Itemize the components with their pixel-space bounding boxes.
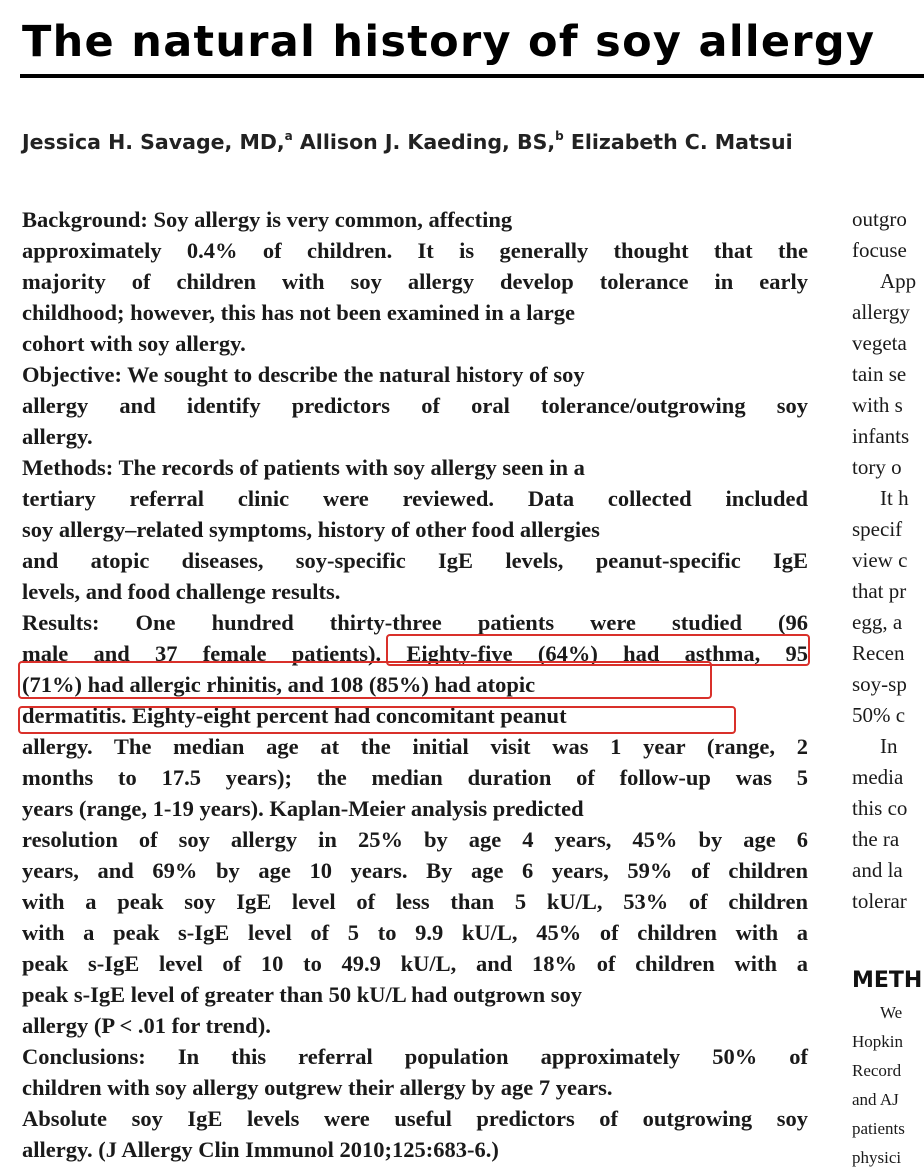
abstract-line: peak s-IgE level of 10 to 49.9 kU/L, and 18% of children with a bbox=[22, 951, 808, 976]
author-affiliation-mark: a bbox=[284, 129, 293, 143]
author-name: Elizabeth C. Matsui bbox=[570, 130, 793, 154]
column-line: infants bbox=[852, 424, 910, 448]
column-line: this co bbox=[852, 796, 908, 820]
column-line: that pr bbox=[852, 579, 907, 603]
author-affiliation-mark: b bbox=[555, 129, 564, 143]
abstract-line: dermatitis. Eighty-eight percent had concomitant peanut bbox=[22, 703, 567, 728]
author-line bbox=[22, 122, 793, 156]
abstract-line: with a peak s-IgE level of 5 to 9.9 kU/L, 45% of children with a bbox=[22, 920, 808, 945]
abstract-line: allergy (P < .01 for trend). bbox=[22, 1013, 271, 1038]
abstract-line: Background: Soy allergy is very common, affecting bbox=[22, 207, 513, 232]
column-line: and la bbox=[852, 858, 903, 882]
abstract-line: Methods: The records of patients with soy allergy seen in a bbox=[22, 455, 585, 480]
abstract-line: Objective: We sought to describe the natural history of soy bbox=[22, 362, 585, 387]
abstract-line: Results: One hundred thirty-three patients were studied (96 bbox=[22, 610, 808, 635]
abstract-line: soy allergy–related symptoms, history of other food allergies bbox=[22, 517, 600, 542]
column-line: App bbox=[880, 269, 917, 293]
abstract-line: with a peak soy IgE level of less than 5 kU/L, 53% of children bbox=[22, 889, 808, 914]
right-section-text bbox=[852, 998, 924, 1172]
abstract-line: Absolute soy IgE levels were useful predictors of outgrowing soy bbox=[22, 1106, 808, 1131]
abstract-line: allergy. The median age at the initial visit was 1 year (range, 2 bbox=[22, 734, 808, 759]
column-line: outgro bbox=[852, 207, 907, 231]
abstract-line: peak s-IgE level of greater than 50 kU/L had outgrown soy bbox=[22, 982, 583, 1007]
highlight-box bbox=[18, 661, 712, 699]
column-line: tain se bbox=[852, 362, 907, 386]
column-line: view c bbox=[852, 548, 908, 572]
abstract-line: tertiary referral clinic were reviewed. Data collected included bbox=[22, 486, 808, 511]
author-name: Jessica H. Savage, MD, bbox=[22, 130, 285, 154]
abstract-line: childhood; however, this has not been examined in a large bbox=[22, 300, 575, 325]
highlight-box bbox=[18, 706, 736, 734]
column-line: 50% c bbox=[852, 703, 906, 727]
right-column-text bbox=[852, 204, 924, 917]
column-line: Hopkin bbox=[852, 1032, 903, 1051]
column-line: We bbox=[880, 1003, 903, 1022]
abstract-line: and atopic diseases, soy-specific IgE levels, peanut-specific IgE bbox=[22, 548, 808, 573]
column-line: and AJ bbox=[852, 1090, 899, 1109]
column-line: Record bbox=[852, 1061, 902, 1080]
abstract-line: male and 37 female patients). Eighty-five (64%) had asthma, 95 bbox=[22, 641, 808, 666]
column-line: the ra bbox=[852, 827, 900, 851]
column-line: allergy bbox=[852, 300, 910, 324]
abstract-line: allergy. (J Allergy Clin Immunol 2010;125:683-6.) bbox=[22, 1137, 499, 1162]
column-line: vegeta bbox=[852, 331, 907, 355]
abstract-line: resolution of soy allergy in 25% by age 4 years, 45% by age 6 bbox=[22, 827, 808, 852]
column-line: In bbox=[880, 734, 898, 758]
author-name: Allison J. Kaeding, BS, bbox=[299, 130, 556, 154]
column-line: soy-sp bbox=[852, 672, 907, 696]
abstract-line: allergy and identify predictors of oral tolerance/outgrowing soy bbox=[22, 393, 808, 418]
column-line: Recen bbox=[852, 641, 905, 665]
column-line: physici bbox=[852, 1148, 902, 1167]
abstract-line: months to 17.5 years); the median duration of follow-up was 5 bbox=[22, 765, 808, 790]
column-line: tolerar bbox=[852, 889, 907, 913]
column-line: specif bbox=[852, 517, 903, 541]
section-heading: METH bbox=[852, 968, 923, 993]
column-line: egg, a bbox=[852, 610, 903, 634]
abstract-line: cohort with soy allergy. bbox=[22, 331, 246, 356]
abstract-line: levels, and food challenge results. bbox=[22, 579, 341, 604]
title-rule bbox=[20, 74, 924, 78]
column-line: media bbox=[852, 765, 904, 789]
paper-title: The natural history of soy allergy bbox=[22, 17, 876, 67]
column-line: patients bbox=[852, 1119, 905, 1138]
column-line: It h bbox=[880, 486, 909, 510]
column-line: focuse bbox=[852, 238, 907, 262]
column-line: with s bbox=[852, 393, 903, 417]
column-line: tory o bbox=[852, 455, 902, 479]
abstract-line: years, and 69% by age 10 years. By age 6 years, 59% of children bbox=[22, 858, 808, 883]
abstract-line: children with soy allergy outgrew their allergy by age 7 years. bbox=[22, 1075, 613, 1100]
abstract-line: majority of children with soy allergy develop tolerance in early bbox=[22, 269, 808, 294]
abstract-line: allergy. bbox=[22, 424, 93, 449]
abstract-line: (71%) had allergic rhinitis, and 108 (85%) had atopic bbox=[22, 672, 536, 697]
abstract-line: approximately 0.4% of children. It is generally thought that the bbox=[22, 238, 808, 263]
abstract-line: years (range, 1-19 years). Kaplan-Meier analysis predicted bbox=[22, 796, 584, 821]
abstract-line: Conclusions: In this referral population approximately 50% of bbox=[22, 1044, 808, 1069]
